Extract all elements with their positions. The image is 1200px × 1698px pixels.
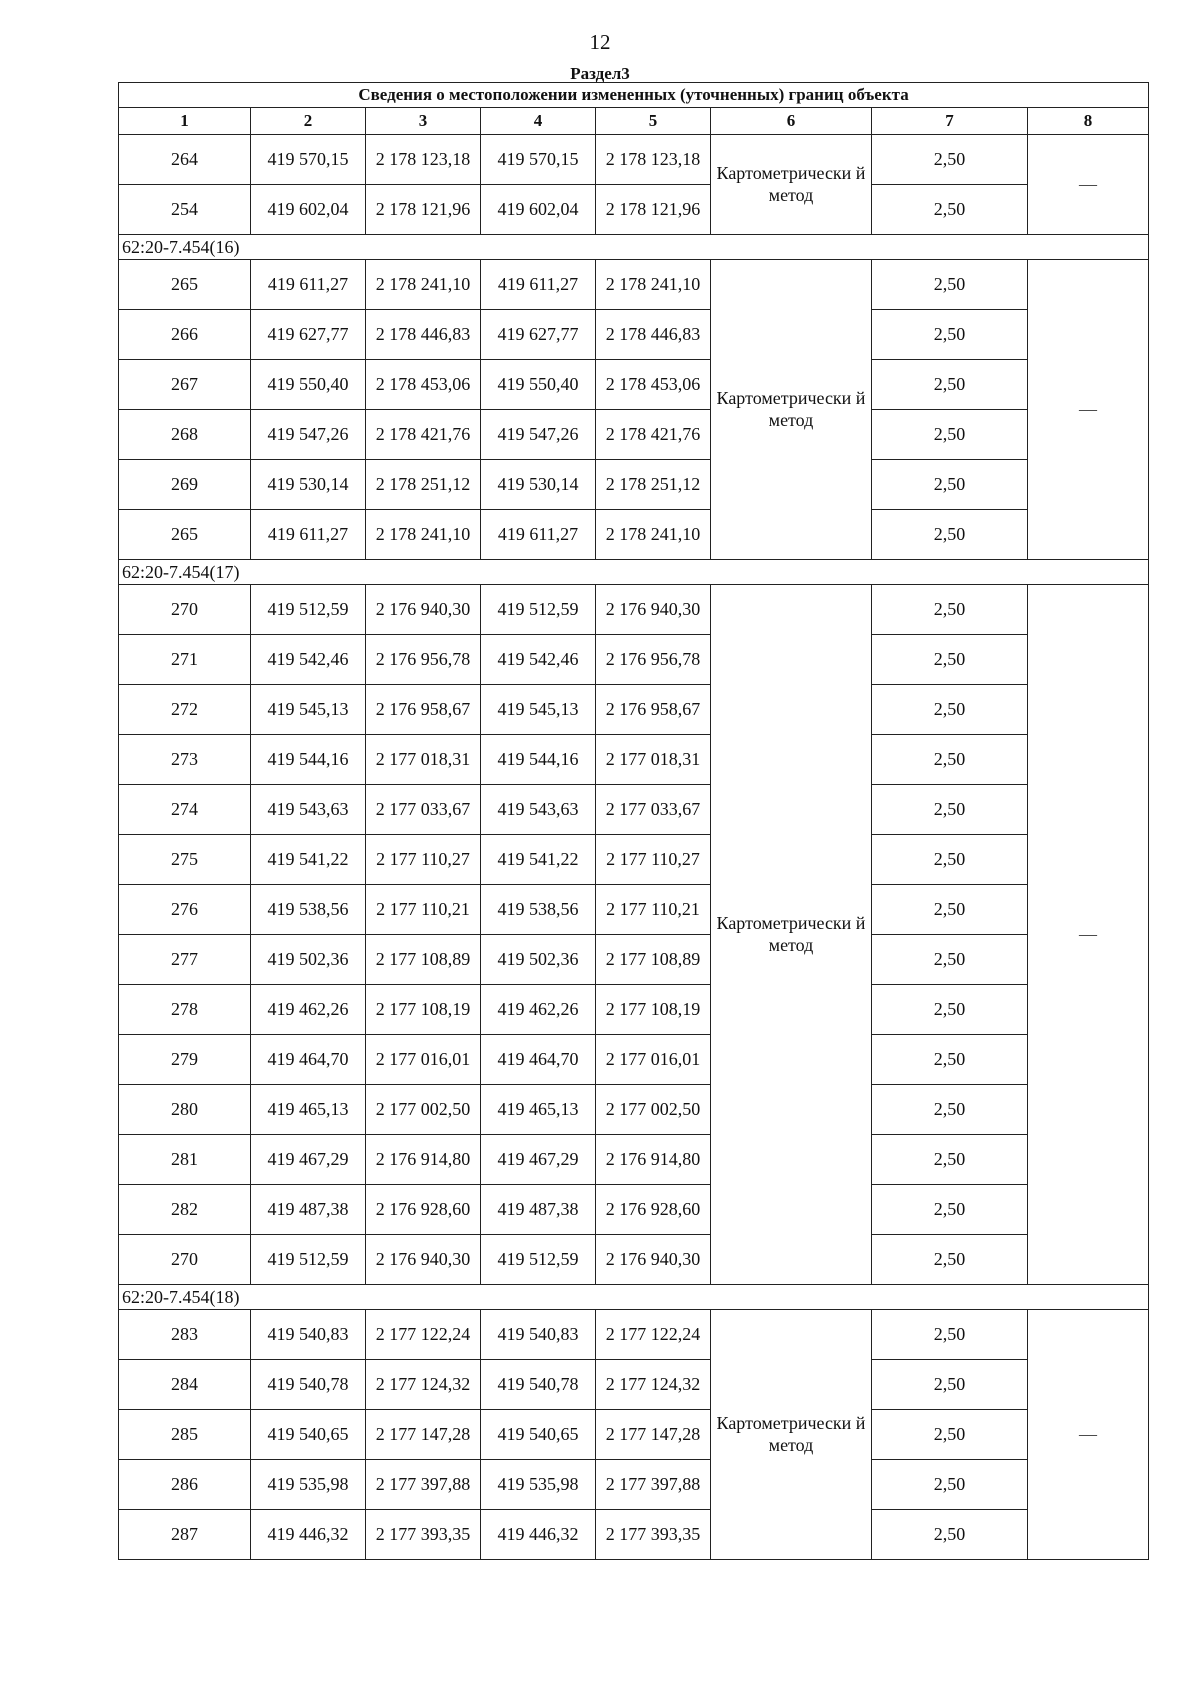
y-new-cell: 2 177 110,27: [596, 835, 711, 885]
x-new-cell: 419 547,26: [481, 410, 596, 460]
accuracy-cell: 2,50: [872, 1410, 1028, 1460]
x-existing-cell: 419 570,15: [251, 135, 366, 185]
cadastral-group-label: 62:20-7.454(16): [119, 235, 1149, 260]
accuracy-cell: 2,50: [872, 360, 1028, 410]
x-new-cell: 419 487,38: [481, 1185, 596, 1235]
y-new-cell: 2 178 453,06: [596, 360, 711, 410]
point-number-cell: 276: [119, 885, 251, 935]
y-existing-cell: 2 177 147,28: [366, 1410, 481, 1460]
column-header: 2: [251, 108, 366, 135]
column-header: 3: [366, 108, 481, 135]
accuracy-cell: 2,50: [872, 1185, 1028, 1235]
accuracy-cell: 2,50: [872, 1235, 1028, 1285]
x-new-cell: 419 512,59: [481, 1235, 596, 1285]
column-header: 1: [119, 108, 251, 135]
x-existing-cell: 419 467,29: [251, 1135, 366, 1185]
y-existing-cell: 2 178 241,10: [366, 510, 481, 560]
x-new-cell: 419 611,27: [481, 510, 596, 560]
y-existing-cell: 2 178 446,83: [366, 310, 481, 360]
y-new-cell: 2 176 928,60: [596, 1185, 711, 1235]
y-new-cell: 2 178 121,96: [596, 185, 711, 235]
point-number-cell: 275: [119, 835, 251, 885]
table-row: [119, 1410, 1149, 1460]
y-new-cell: 2 176 940,30: [596, 585, 711, 635]
table-row: [119, 1135, 1149, 1185]
point-number-cell: 264: [119, 135, 251, 185]
x-existing-cell: 419 502,36: [251, 935, 366, 985]
cadastral-group-label: 62:20-7.454(18): [119, 1285, 1149, 1310]
point-number-cell: 273: [119, 735, 251, 785]
group-row: [119, 235, 1149, 260]
x-existing-cell: 419 543,63: [251, 785, 366, 835]
accuracy-cell: 2,50: [872, 785, 1028, 835]
y-existing-cell: 2 177 110,27: [366, 835, 481, 885]
column-header-row: [119, 108, 1149, 135]
cadastral-group-label: 62:20-7.454(17): [119, 560, 1149, 585]
y-new-cell: 2 176 914,80: [596, 1135, 711, 1185]
y-new-cell: 2 178 446,83: [596, 310, 711, 360]
accuracy-cell: 2,50: [872, 1510, 1028, 1560]
accuracy-cell: 2,50: [872, 260, 1028, 310]
accuracy-cell: 2,50: [872, 985, 1028, 1035]
y-existing-cell: 2 177 002,50: [366, 1085, 481, 1135]
table-row: [119, 1035, 1149, 1085]
y-existing-cell: 2 177 108,89: [366, 935, 481, 985]
point-number-cell: 270: [119, 585, 251, 635]
x-existing-cell: 419 530,14: [251, 460, 366, 510]
x-new-cell: 419 602,04: [481, 185, 596, 235]
point-number-cell: 270: [119, 1235, 251, 1285]
note-cell: —: [1028, 260, 1149, 560]
x-new-cell: 419 542,46: [481, 635, 596, 685]
method-cell: Картометрически й метод: [711, 260, 872, 560]
x-new-cell: 419 446,32: [481, 1510, 596, 1560]
point-number-cell: 278: [119, 985, 251, 1035]
y-new-cell: 2 177 016,01: [596, 1035, 711, 1085]
accuracy-cell: 2,50: [872, 735, 1028, 785]
point-number-cell: 277: [119, 935, 251, 985]
table-row: [119, 410, 1149, 460]
y-new-cell: 2 178 421,76: [596, 410, 711, 460]
y-existing-cell: 2 176 940,30: [366, 585, 481, 635]
accuracy-cell: 2,50: [872, 135, 1028, 185]
x-new-cell: 419 512,59: [481, 585, 596, 635]
table-row: [119, 185, 1149, 235]
x-new-cell: 419 465,13: [481, 1085, 596, 1135]
y-new-cell: 2 177 108,19: [596, 985, 711, 1035]
x-existing-cell: 419 611,27: [251, 510, 366, 560]
accuracy-cell: 2,50: [872, 510, 1028, 560]
y-existing-cell: 2 177 110,21: [366, 885, 481, 935]
table-row: [119, 1085, 1149, 1135]
accuracy-cell: 2,50: [872, 685, 1028, 735]
x-existing-cell: 419 611,27: [251, 260, 366, 310]
accuracy-cell: 2,50: [872, 585, 1028, 635]
accuracy-cell: 2,50: [872, 1135, 1028, 1185]
x-new-cell: 419 541,22: [481, 835, 596, 885]
y-new-cell: 2 177 108,89: [596, 935, 711, 985]
method-cell: Картометрически й метод: [711, 135, 872, 235]
x-existing-cell: 419 464,70: [251, 1035, 366, 1085]
x-existing-cell: 419 487,38: [251, 1185, 366, 1235]
section-label: Раздел3: [570, 64, 630, 83]
table-row: [119, 1310, 1149, 1360]
x-existing-cell: 419 535,98: [251, 1460, 366, 1510]
y-new-cell: 2 176 940,30: [596, 1235, 711, 1285]
x-existing-cell: 419 462,26: [251, 985, 366, 1035]
accuracy-cell: 2,50: [872, 460, 1028, 510]
table-row: [119, 835, 1149, 885]
x-new-cell: 419 627,77: [481, 310, 596, 360]
y-existing-cell: 2 176 940,30: [366, 1235, 481, 1285]
table-title: Сведения о местоположении измененных (уточненных) границ объекта: [119, 83, 1149, 108]
accuracy-cell: 2,50: [872, 1360, 1028, 1410]
point-number-cell: 272: [119, 685, 251, 735]
table-body: [119, 135, 1149, 1560]
table-row: [119, 135, 1149, 185]
table-row: [119, 260, 1149, 310]
x-existing-cell: 419 547,26: [251, 410, 366, 460]
point-number-cell: 266: [119, 310, 251, 360]
point-number-cell: 254: [119, 185, 251, 235]
y-existing-cell: 2 178 453,06: [366, 360, 481, 410]
table-row: [119, 885, 1149, 935]
y-new-cell: 2 178 123,18: [596, 135, 711, 185]
accuracy-cell: 2,50: [872, 410, 1028, 460]
x-existing-cell: 419 541,22: [251, 835, 366, 885]
x-existing-cell: 419 542,46: [251, 635, 366, 685]
x-new-cell: 419 570,15: [481, 135, 596, 185]
point-number-cell: 267: [119, 360, 251, 410]
point-number-cell: 281: [119, 1135, 251, 1185]
x-existing-cell: 419 550,40: [251, 360, 366, 410]
y-new-cell: 2 176 956,78: [596, 635, 711, 685]
column-header: 4: [481, 108, 596, 135]
y-new-cell: 2 177 002,50: [596, 1085, 711, 1135]
note-cell: —: [1028, 585, 1149, 1285]
y-existing-cell: 2 176 914,80: [366, 1135, 481, 1185]
accuracy-cell: 2,50: [872, 835, 1028, 885]
x-new-cell: 419 540,65: [481, 1410, 596, 1460]
x-existing-cell: 419 540,78: [251, 1360, 366, 1410]
y-existing-cell: 2 176 956,78: [366, 635, 481, 685]
x-existing-cell: 419 512,59: [251, 1235, 366, 1285]
y-existing-cell: 2 177 397,88: [366, 1460, 481, 1510]
x-existing-cell: 419 512,59: [251, 585, 366, 635]
y-existing-cell: 2 178 123,18: [366, 135, 481, 185]
y-new-cell: 2 177 147,28: [596, 1410, 711, 1460]
note-cell: —: [1028, 135, 1149, 235]
page-number: 12: [589, 30, 611, 54]
accuracy-cell: 2,50: [872, 1035, 1028, 1085]
point-number-cell: 269: [119, 460, 251, 510]
y-existing-cell: 2 177 033,67: [366, 785, 481, 835]
y-existing-cell: 2 177 108,19: [366, 985, 481, 1035]
accuracy-cell: 2,50: [872, 1085, 1028, 1135]
point-number-cell: 285: [119, 1410, 251, 1460]
x-new-cell: 419 543,63: [481, 785, 596, 835]
x-existing-cell: 419 544,16: [251, 735, 366, 785]
point-number-cell: 265: [119, 510, 251, 560]
accuracy-cell: 2,50: [872, 935, 1028, 985]
group-row: [119, 1285, 1149, 1310]
table-row: [119, 1510, 1149, 1560]
y-existing-cell: 2 178 421,76: [366, 410, 481, 460]
y-new-cell: 2 177 110,21: [596, 885, 711, 935]
table-row: [119, 460, 1149, 510]
x-new-cell: 419 545,13: [481, 685, 596, 735]
y-existing-cell: 2 178 121,96: [366, 185, 481, 235]
x-new-cell: 419 544,16: [481, 735, 596, 785]
accuracy-cell: 2,50: [872, 1310, 1028, 1360]
column-header: 7: [872, 108, 1028, 135]
column-header: 8: [1028, 108, 1149, 135]
x-new-cell: 419 530,14: [481, 460, 596, 510]
point-number-cell: 286: [119, 1460, 251, 1510]
x-new-cell: 419 540,83: [481, 1310, 596, 1360]
table-row: [119, 935, 1149, 985]
accuracy-cell: 2,50: [872, 310, 1028, 360]
y-new-cell: 2 177 122,24: [596, 1310, 711, 1360]
x-existing-cell: 419 627,77: [251, 310, 366, 360]
table-row: [119, 1460, 1149, 1510]
table-row: [119, 510, 1149, 560]
accuracy-cell: 2,50: [872, 885, 1028, 935]
y-new-cell: 2 178 241,10: [596, 510, 711, 560]
x-new-cell: 419 538,56: [481, 885, 596, 935]
point-number-cell: 268: [119, 410, 251, 460]
y-new-cell: 2 177 033,67: [596, 785, 711, 835]
y-new-cell: 2 176 958,67: [596, 685, 711, 735]
accuracy-cell: 2,50: [872, 1460, 1028, 1510]
y-existing-cell: 2 176 928,60: [366, 1185, 481, 1235]
x-new-cell: 419 535,98: [481, 1460, 596, 1510]
point-number-cell: 279: [119, 1035, 251, 1085]
y-existing-cell: 2 177 016,01: [366, 1035, 481, 1085]
y-existing-cell: 2 178 241,10: [366, 260, 481, 310]
point-number-cell: 287: [119, 1510, 251, 1560]
y-existing-cell: 2 176 958,67: [366, 685, 481, 735]
point-number-cell: 271: [119, 635, 251, 685]
x-new-cell: 419 540,78: [481, 1360, 596, 1410]
x-existing-cell: 419 540,65: [251, 1410, 366, 1460]
point-number-cell: 280: [119, 1085, 251, 1135]
y-new-cell: 2 178 241,10: [596, 260, 711, 310]
accuracy-cell: 2,50: [872, 185, 1028, 235]
table-row: [119, 635, 1149, 685]
table-row: [119, 1235, 1149, 1285]
table-row: [119, 1360, 1149, 1410]
column-header: 5: [596, 108, 711, 135]
x-existing-cell: 419 540,83: [251, 1310, 366, 1360]
y-new-cell: 2 177 393,35: [596, 1510, 711, 1560]
point-number-cell: 265: [119, 260, 251, 310]
y-existing-cell: 2 177 124,32: [366, 1360, 481, 1410]
y-existing-cell: 2 178 251,12: [366, 460, 481, 510]
x-new-cell: 419 611,27: [481, 260, 596, 310]
x-existing-cell: 419 446,32: [251, 1510, 366, 1560]
x-existing-cell: 419 538,56: [251, 885, 366, 935]
point-number-cell: 274: [119, 785, 251, 835]
method-cell: Картометрически й метод: [711, 585, 872, 1285]
point-number-cell: 284: [119, 1360, 251, 1410]
y-existing-cell: 2 177 393,35: [366, 1510, 481, 1560]
note-cell: —: [1028, 1310, 1149, 1560]
table-row: [119, 735, 1149, 785]
table-row: [119, 310, 1149, 360]
table-row: [119, 785, 1149, 835]
point-number-cell: 282: [119, 1185, 251, 1235]
method-cell: Картометрически й метод: [711, 1310, 872, 1560]
y-new-cell: 2 177 397,88: [596, 1460, 711, 1510]
column-header: 6: [711, 108, 872, 135]
x-new-cell: 419 467,29: [481, 1135, 596, 1185]
x-new-cell: 419 550,40: [481, 360, 596, 410]
table-row: [119, 985, 1149, 1035]
group-row: [119, 560, 1149, 585]
y-new-cell: 2 177 018,31: [596, 735, 711, 785]
x-existing-cell: 419 602,04: [251, 185, 366, 235]
accuracy-cell: 2,50: [872, 635, 1028, 685]
boundary-table: [118, 82, 1149, 1560]
table-row: [119, 585, 1149, 635]
y-existing-cell: 2 177 122,24: [366, 1310, 481, 1360]
x-existing-cell: 419 465,13: [251, 1085, 366, 1135]
x-new-cell: 419 502,36: [481, 935, 596, 985]
point-number-cell: 283: [119, 1310, 251, 1360]
x-new-cell: 419 464,70: [481, 1035, 596, 1085]
table-row: [119, 685, 1149, 735]
table-row: [119, 1185, 1149, 1235]
y-existing-cell: 2 177 018,31: [366, 735, 481, 785]
y-new-cell: 2 177 124,32: [596, 1360, 711, 1410]
x-new-cell: 419 462,26: [481, 985, 596, 1035]
table-row: [119, 360, 1149, 410]
y-new-cell: 2 178 251,12: [596, 460, 711, 510]
x-existing-cell: 419 545,13: [251, 685, 366, 735]
